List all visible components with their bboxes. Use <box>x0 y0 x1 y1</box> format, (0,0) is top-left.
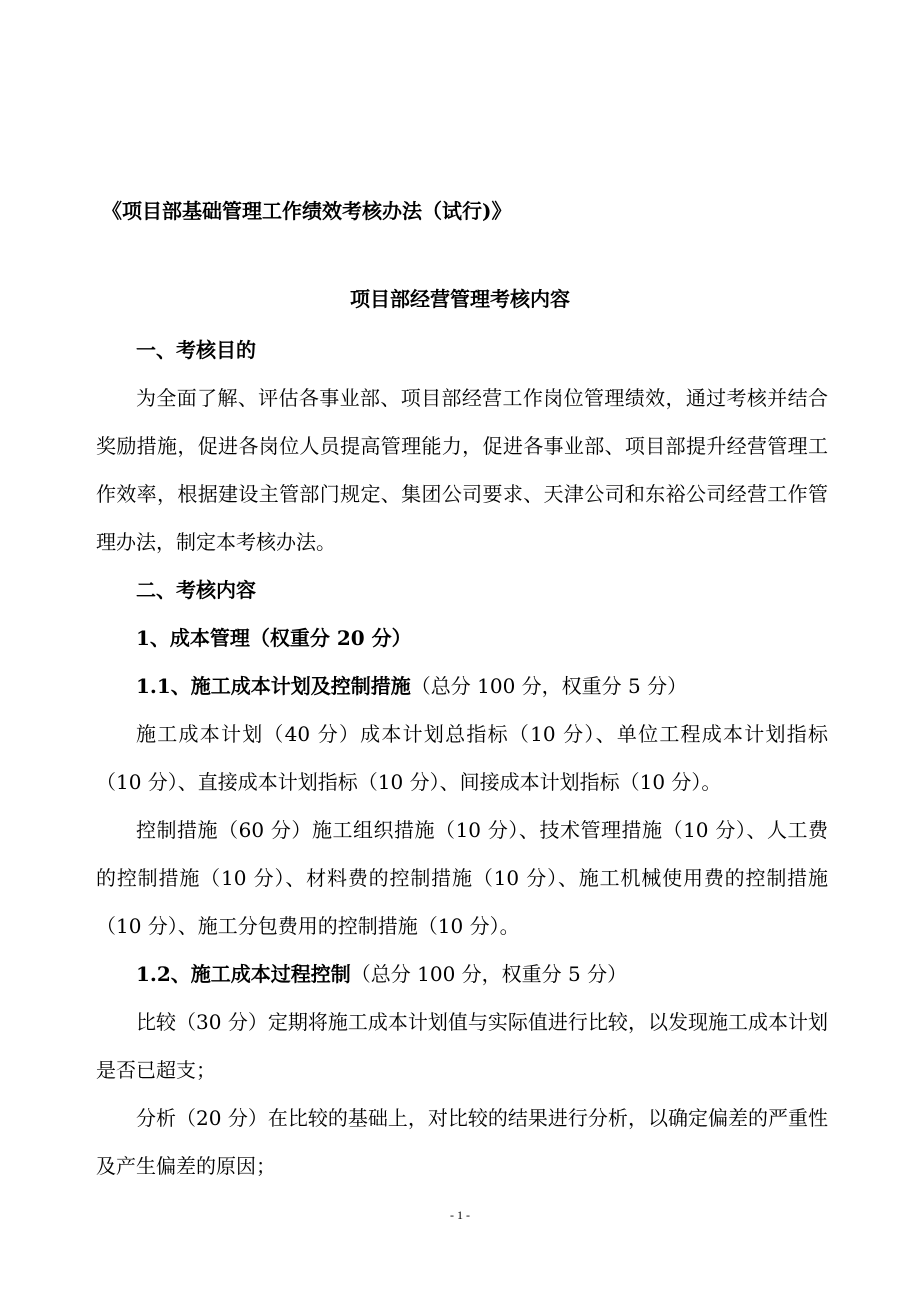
item-1-1 <box>96 662 828 710</box>
document-body <box>96 326 828 1190</box>
paragraph-cost-plan: 施工成本计划（40 分）成本计划总指标（10 分）、单位工程成本计划指标（10 分）、直接成本计划指标（10 分）、间接成本计划指标（10 分）。 <box>96 722 828 794</box>
item-1-1-weight: （总分 100 分，权重分 5 分） <box>410 674 688 698</box>
heading-cost-management: 1、成本管理（权重分 20 分） <box>136 626 412 650</box>
document-title: 《项目部基础管理工作绩效考核办法（试行)》 <box>102 199 512 223</box>
heading-purpose: 一、考核目的 <box>136 338 256 362</box>
paragraph-control-measures: 控制措施（60 分）施工组织措施（10 分）、技术管理措施（10 分）、人工费的控制措施（10 分）、材料费的控制措施（10 分）、施工机械使用费的控制措施（10 分）、施工分包费用的控制措施（10 分）。 <box>96 818 828 938</box>
section-title: 项目部经营管理考核内容 <box>350 287 570 311</box>
page-number: - 1 - <box>450 1208 470 1222</box>
item-1-2-title: 1.2、施工成本过程控制 <box>136 962 351 986</box>
item-1-2 <box>96 950 828 998</box>
item-1-1-title: 1.1、施工成本计划及控制措施 <box>136 674 411 698</box>
paragraph-purpose: 为全面了解、评估各事业部、项目部经营工作岗位管理绩效，通过考核并结合奖励措施，促进各岗位人员提高管理能力，促进各事业部、项目部提升经营管理工作效率，根据建设主管部门规定、集团公司要求、天津公司和东裕公司经营工作管理办法，制定本考核办法。 <box>96 386 828 554</box>
paragraph-analysis: 分析（20 分）在比较的基础上，对比较的结果进行分析，以确定偏差的严重性及产生偏差的原因； <box>96 1106 828 1178</box>
heading-content: 二、考核内容 <box>136 578 256 602</box>
item-1-2-weight: （总分 100 分，权重分 5 分） <box>350 962 628 986</box>
paragraph-compare: 比较（30 分）定期将施工成本计划值与实际值进行比较，以发现施工成本计划是否已超支； <box>96 1010 828 1082</box>
